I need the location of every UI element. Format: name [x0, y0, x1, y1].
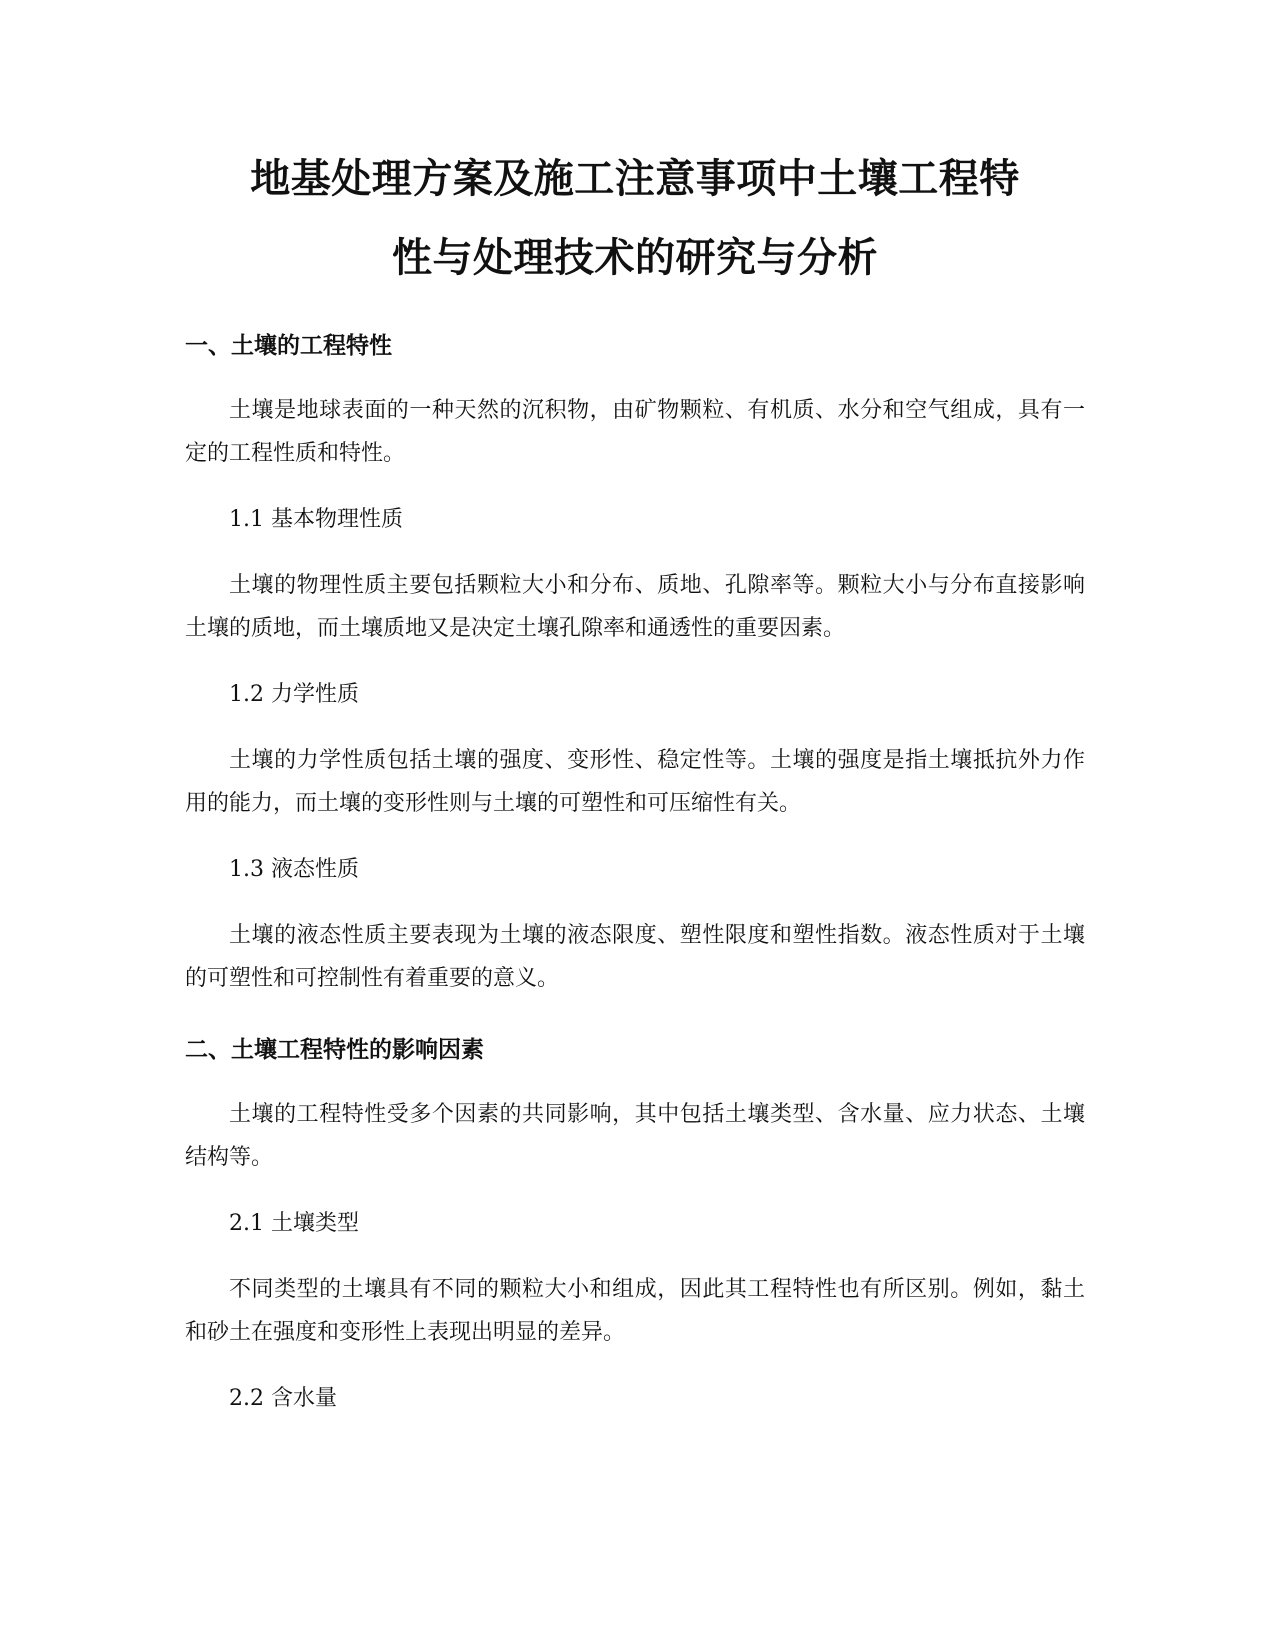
subsection-2-1-title: 2.1 土壤类型: [229, 1211, 359, 1236]
section-heading-2: 二、土壤工程特性的影响因素: [185, 1037, 484, 1063]
subsection-1-3-text: 土壤的液态性质主要表现为土壤的液态限度、塑性限度和塑性指数。液态性质对于土壤的可塑性和可控制性有着重要的意义。: [185, 923, 1085, 991]
subsection-1-2-title: 1.2 力学性质: [229, 682, 359, 707]
section-1-intro: 土壤是地球表面的一种天然的沉积物，由矿物颗粒、有机质、水分和空气组成，具有一定的工程性质和特性。: [185, 398, 1085, 466]
subsection-1-2-text: 土壤的力学性质包括土壤的强度、变形性、稳定性等。土壤的强度是指土壤抵抗外力作用的能力，而土壤的变形性则与土壤的可塑性和可压缩性有关。: [185, 748, 1085, 816]
subsection-1-1-text: 土壤的物理性质主要包括颗粒大小和分布、质地、孔隙率等。颗粒大小与分布直接影响土壤的质地，而土壤质地又是决定土壤孔隙率和通透性的重要因素。: [185, 573, 1085, 641]
section-2-intro: 土壤的工程特性受多个因素的共同影响，其中包括土壤类型、含水量、应力状态、土壤结构等。: [185, 1102, 1085, 1170]
subsection-1-3-title: 1.3 液态性质: [229, 857, 359, 882]
title-line-1: 地基处理方案及施工注意事项中土壤工程特: [250, 156, 1020, 202]
document-title: [185, 140, 1085, 298]
document-page: [185, 140, 1085, 1414]
subsection-1-1-title: 1.1 基本物理性质: [229, 507, 403, 532]
title-line-2: 性与处理技术的研究与分析: [392, 235, 878, 281]
subsection-2-1-text: 不同类型的土壤具有不同的颗粒大小和组成，因此其工程特性也有所区别。例如，黏土和砂土在强度和变形性上表现出明显的差异。: [185, 1277, 1085, 1345]
section-heading-1: 一、土壤的工程特性: [185, 333, 392, 359]
subsection-2-2-title: 2.2 含水量: [229, 1386, 337, 1411]
